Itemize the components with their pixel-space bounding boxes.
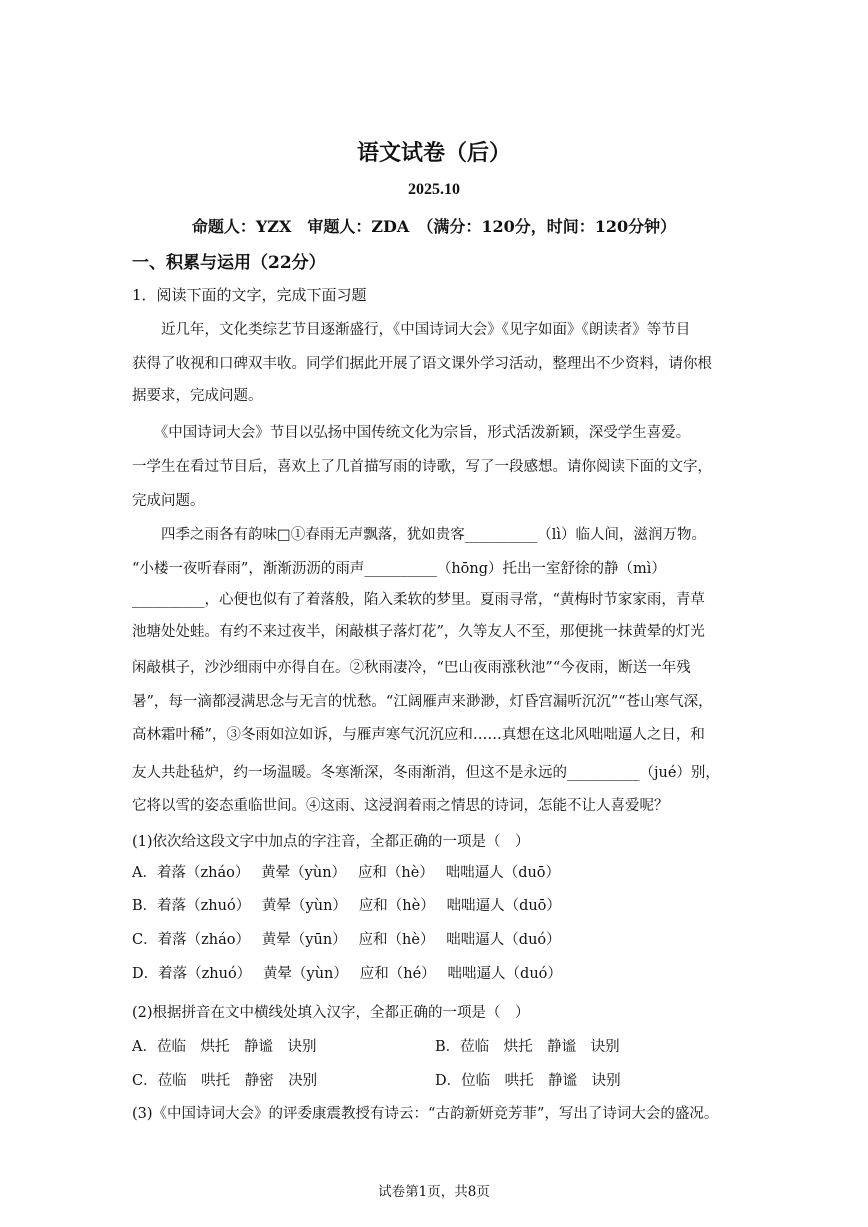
page-title: 语文试卷（后）	[356, 140, 511, 166]
option-a: A．着落（zháo） 黄晕（yùn） 应和（hè） 咄咄逼人（duō）	[132, 865, 561, 881]
intro2-line: 《中国诗词大会》节目以弘扬中国传统文化为宗旨，形式活泼新颖，深受学生喜爱。	[132, 425, 691, 441]
passage-line: __________，心便也似有了着落般，陷入柔软的梦里。夏雨寻常，“黄梅时节家家雨，青草	[132, 592, 705, 608]
passage-line: 暑”，每一滴都浸满思念与无言的忧愁。“江阔雁声来渺渺，灯昏宫漏听沉沉”“苍山寒气深，	[132, 694, 713, 710]
option-a: A．莅临 烘托 静谧 诀别	[132, 1039, 317, 1055]
passage-line: 它将以雪的姿态重临世间。④这雨、这浸润着雨之情思的诗词，怎能不让人喜爱呢？	[132, 798, 669, 814]
option-b: B．莅临 烘托 静谧 诀别	[435, 1039, 620, 1055]
passage-line: 闲敲棋子，沙沙细雨中亦得自在。②秋雨凄冷，“巴山夜雨涨秋池”“今夜雨，断送一年残	[132, 660, 691, 676]
option-d: D．位临 哄托 静谧 诀别	[435, 1073, 621, 1089]
exam-meta: 命题人：YZX 审题人：ZDA （满分：120分，时间：120分钟）	[191, 217, 677, 236]
passage-line: “小楼一夜听春雨”，渐渐沥沥的雨声__________（hōng）托出一室舒徐的静（mì）	[132, 561, 666, 577]
intro2-line: 完成问题。	[132, 493, 205, 509]
passage-line: 高林霜叶稀”，③冬雨如泣如诉，与雁声寒气沉沉应和……真想在这北风咄咄逼人之日，和	[132, 727, 705, 743]
passage-line: 四季之雨各有韵味□①春雨无声飘落，犹如贵客__________（lì）临人间，滋润万物。	[132, 527, 706, 543]
sub-question-1-prompt: (1)依次给这段文字中加点的字注音，全都正确的一项是（ ）	[132, 834, 530, 850]
passage-line: 池塘处处蛙。有约不来过夜半，闲敲棋子落灯花”，久等友人不至，那便挑一抹黄晕的灯光	[132, 624, 705, 640]
passage-line: 友人共赴毡炉，约一场温暖。冬寒渐深，冬雨渐消，但这不是永远的__________（jué）别，	[132, 765, 720, 781]
section-heading: 一、积累与运用（22分）	[132, 253, 326, 273]
sub-question-3-prompt: (3)《中国诗词大会》的评委康震教授有诗云：“古韵新妍竞芳菲”，写出了诗词大会的盛况。	[132, 1106, 719, 1122]
option-b: B．着落（zhuó） 黄晕（yùn） 应和（hè） 咄咄逼人（duō）	[132, 898, 561, 914]
sub-question-2-prompt: (2)根据拼音在文中横线处填入汉字，全都正确的一项是（ ）	[132, 1005, 530, 1021]
page-footer: 试卷第1页，共8页	[378, 1184, 490, 1200]
option-c: C．莅临 哄托 静密 决别	[132, 1073, 318, 1089]
intro-line: 获得了收视和口碑双丰收。同学们据此开展了语文课外学习活动，整理出不少资料，请你根	[132, 356, 712, 372]
option-c: C．着落（zháo） 黄晕（yūn） 应和（hè） 咄咄逼人（duó）	[132, 932, 561, 948]
intro-line: 据要求，完成问题。	[132, 388, 263, 404]
intro2-line: 一学生在看过节目后，喜欢上了几首描写雨的诗歌，写了一段感想。请你阅读下面的文字，	[132, 459, 712, 475]
exam-date: 2025.10	[408, 181, 460, 198]
intro-line: 近几年，文化类综艺节目逐渐盛行，《中国诗词大会》《见字如面》《朗读者》等节目	[132, 322, 691, 338]
option-d: D．着落（zhuó） 黄晕（yùn） 应和（hé） 咄咄逼人（duó）	[132, 966, 562, 982]
question-1-prompt: 1．阅读下面的文字，完成下面习题	[132, 286, 367, 304]
